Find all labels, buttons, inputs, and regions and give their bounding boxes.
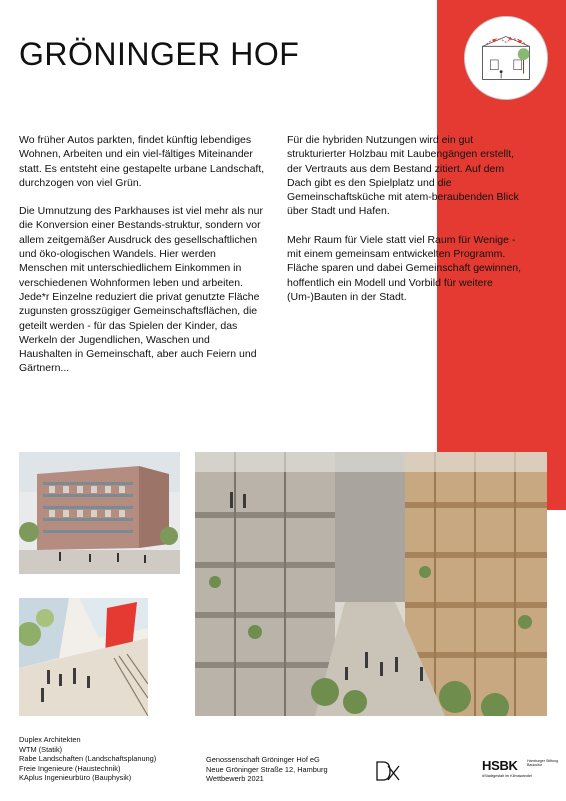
address-line: Neue Gröninger Straße 12, Hamburg bbox=[206, 764, 328, 774]
hsbk-tagline: #Stadtgestalt im Klimawandel bbox=[482, 774, 532, 778]
intro-text-right bbox=[287, 133, 527, 318]
address-line: Wettbewerb 2021 bbox=[206, 774, 264, 784]
paragraph: Die Umnutzung des Parkhauses ist viel mehr als nur die Konversion einer Bestands-struktur, sondern vor allem zeitgemäßer Ausdruck des gesellschaftlichen und öko-ologischen Wandels. Hier werden Menschen mit unterschiedlichem Einkommen in verschiedenen Wohnformen leben und arbeiten. Jede*r Einzelne reduziert die privat genutzte Fläche zugunsten grosszügiger Gemeinschaftsflächen, die geteilt werden - für das Spielen der Kinder, das Werkeln der Jugendlichen, Waschen und Haushalten in Gemeinschaft, aber auch Feiern und Gärtnern... bbox=[19, 205, 263, 375]
client-address bbox=[206, 755, 328, 784]
project-emblem bbox=[464, 16, 548, 100]
project-credits bbox=[19, 735, 156, 783]
credit-line: WTM (Statik) bbox=[19, 744, 63, 754]
courtyard-rendering bbox=[195, 452, 547, 716]
address-line: Genossenschaft Gröninger Hof eG bbox=[206, 755, 320, 764]
credit-line: Freie Ingenieure (Haustechnik) bbox=[19, 763, 121, 773]
credit-line: Duplex Architekten bbox=[19, 735, 81, 744]
paragraph: Mehr Raum für Viele statt viel Raum für Wenige - mit einem gemeinsam entwickelten Programm. Fläche sparen und dabei Gemeinschaft gewinnen, hoffentlich ein Modell und Vorbild für weitere (Um-)Bauten in der Stadt. bbox=[287, 233, 522, 303]
exterior-rendering bbox=[19, 452, 180, 574]
emblem-drawing-icon bbox=[465, 17, 547, 99]
paragraph: Wo früher Autos parkten, findet künftig lebendiges Wohnen, Arbeiten und ein viel-fältiges Miteinander statt. Es entsteht eine gestapelte urbane Landschaft, durchzogen von viel Grün. bbox=[19, 134, 265, 189]
rooftop-rendering bbox=[19, 598, 148, 716]
hsbk-wordmark: HSBK bbox=[482, 758, 518, 773]
credit-line: Rabe Landschaften (Landschaftsplanung) bbox=[19, 754, 157, 764]
credit-line: KAplus Ingenieurbüro (Bauphysik) bbox=[19, 773, 132, 783]
paragraph: Für die hybriden Nutzungen wird ein gut strukturierter Holzbau mit Laubengängen erstellt, der Vertrauts aus dem Bestand zitiert. Auf dem Dach gibt es den Spielplatz und die Gemeinschaftsküche mit atem-beraubenden Blick über Stadt und Hafen. bbox=[287, 134, 519, 218]
poster-title: GRÖNINGER HOF bbox=[19, 36, 300, 72]
hsbk-logo bbox=[482, 759, 562, 779]
hsbk-fullname: Hamburger Stiftung Baukultur bbox=[527, 759, 559, 768]
intro-text-left bbox=[19, 133, 265, 390]
duplex-logo-icon bbox=[375, 760, 401, 782]
